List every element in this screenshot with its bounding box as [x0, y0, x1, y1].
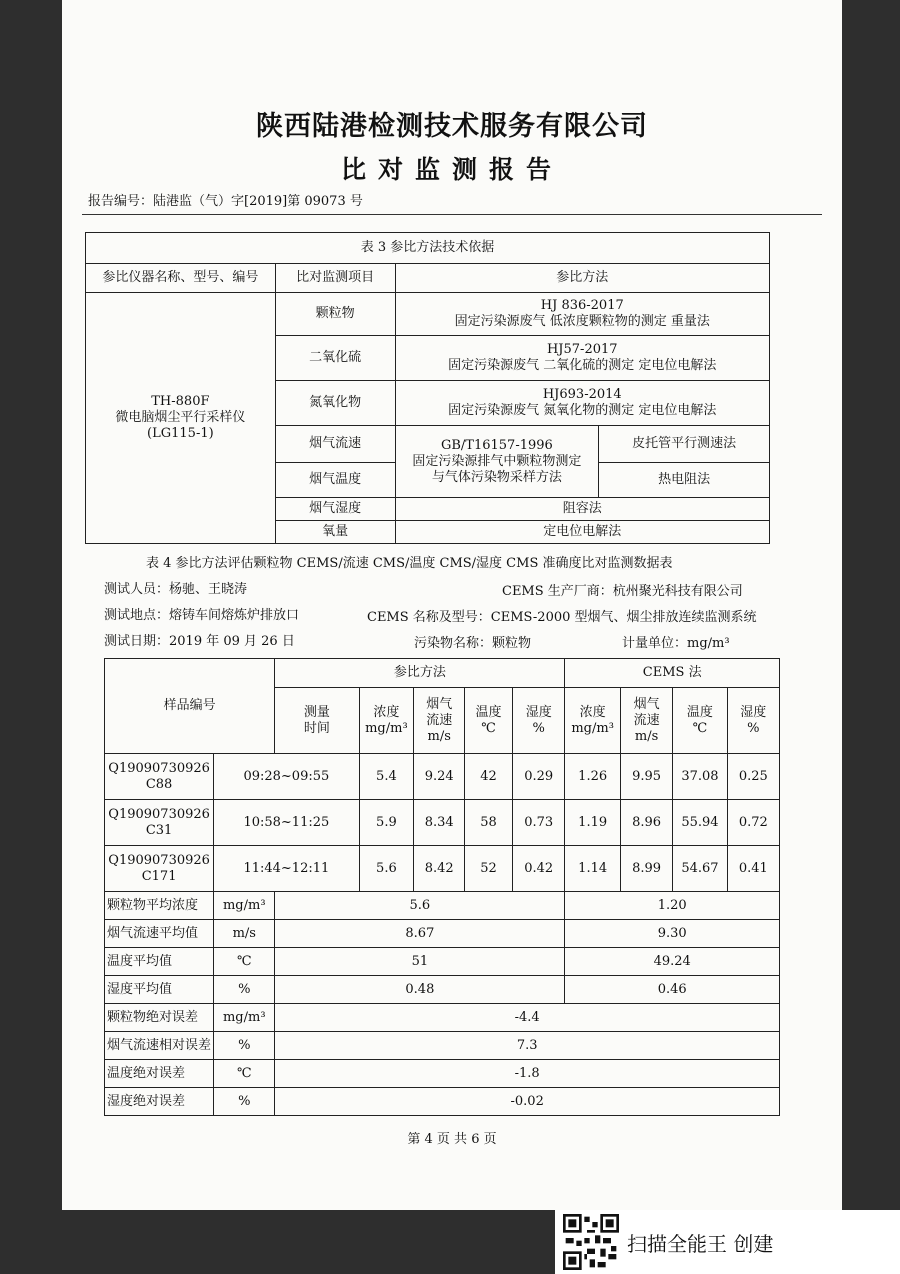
avg-label: 烟气流速平均值 [105, 920, 214, 948]
table-row [105, 800, 780, 846]
cems-hum: 0.41 [727, 846, 779, 892]
scanner-watermark [555, 1210, 900, 1274]
page-number: 第 4 页 共 6 页 [407, 1132, 497, 1147]
cems-flow: 9.95 [620, 754, 672, 800]
ref-hum: 0.42 [513, 846, 565, 892]
avg-ref: 8.67 [275, 920, 565, 948]
test-location: 测试地点：熔铸车间熔炼炉排放口 [104, 608, 300, 623]
ref-flow: 9.24 [414, 754, 465, 800]
group-reference: 参比方法 [275, 659, 565, 688]
col-cems-flow: 烟气 流速 m/s [620, 688, 672, 754]
header-instrument: 参比仪器名称、型号、编号 [86, 264, 276, 293]
error-label: 湿度绝对误差 [105, 1088, 214, 1116]
error-label: 颗粒物绝对误差 [105, 1004, 214, 1032]
avg-cems: 1.20 [565, 892, 780, 920]
average-row [105, 920, 780, 948]
test-date: 测试日期：2019 年 09 月 26 日 [104, 634, 295, 649]
cems-temp: 37.08 [673, 754, 727, 800]
company-name: 陕西陆港检测技术服务有限公司 [256, 111, 648, 142]
col-cems-conc: 浓度 mg/m³ [565, 688, 621, 754]
sample-id: Q19090730926 C171 [105, 846, 214, 892]
cems-flow: 8.99 [620, 846, 672, 892]
average-row [105, 976, 780, 1004]
comparison-data-table [104, 658, 780, 1116]
error-value: 7.3 [275, 1032, 780, 1060]
sample-time: 10:58~11:25 [214, 800, 359, 846]
method-so2: HJ57-2017 固定污染源废气 二氧化硫的测定 定电位电解法 [395, 336, 769, 381]
reference-method-table [85, 232, 770, 544]
col-ref-temp: 温度 ℃ [465, 688, 513, 754]
cems-model: CEMS 名称及型号：CEMS-2000 型烟气、烟尘排放连续监测系统 [367, 610, 757, 625]
header-method: 参比方法 [395, 264, 769, 293]
col-sample-id: 样品编号 [105, 659, 275, 754]
table-row [105, 846, 780, 892]
report-number: 报告编号：陆港监（气）字[2019]第 09073 号 [88, 194, 363, 209]
ref-conc: 5.6 [359, 846, 414, 892]
error-value: -1.8 [275, 1060, 780, 1088]
error-value: -4.4 [275, 1004, 780, 1032]
manufacturer: CEMS 生产厂商：杭州聚光科技有限公司 [502, 584, 743, 599]
item-nox: 氮氧化物 [275, 381, 395, 426]
cems-temp: 55.94 [673, 800, 727, 846]
error-label: 烟气流速相对误差 [105, 1032, 214, 1060]
cems-temp: 54.67 [673, 846, 727, 892]
method-oxygen: 定电位电解法 [395, 521, 769, 544]
report-page [62, 0, 842, 1210]
item-flow: 烟气流速 [275, 426, 395, 463]
ref-hum: 0.29 [513, 754, 565, 800]
scanner-text: 扫描全能王 创建 [627, 1232, 774, 1256]
sample-time: 11:44~12:11 [214, 846, 359, 892]
sample-time: 09:28~09:55 [214, 754, 359, 800]
method-particulate: HJ 836-2017 固定污染源废气 低浓度颗粒物的测定 重量法 [395, 293, 769, 336]
col-ref-hum: 湿度 % [513, 688, 565, 754]
error-row [105, 1060, 780, 1088]
header-divider [82, 214, 822, 215]
tester: 测试人员：杨驰、王晓涛 [104, 582, 248, 597]
group-cems: CEMS 法 [565, 659, 780, 688]
cems-hum: 0.72 [727, 800, 779, 846]
error-label: 温度绝对误差 [105, 1060, 214, 1088]
ref-temp: 52 [465, 846, 513, 892]
item-so2: 二氧化硫 [275, 336, 395, 381]
error-value: -0.02 [275, 1088, 780, 1116]
pollutant-name: 污染物名称：颗粒物 [414, 636, 532, 651]
error-unit: % [214, 1032, 275, 1060]
header-item: 比对监测项目 [275, 264, 395, 293]
method-temp: 热电阻法 [599, 463, 770, 498]
item-humidity: 烟气湿度 [275, 498, 395, 521]
table-row [105, 754, 780, 800]
average-row [105, 948, 780, 976]
col-cems-hum: 湿度 % [727, 688, 779, 754]
error-row [105, 1032, 780, 1060]
measurement-unit: 计量单位：mg/m³ [622, 636, 730, 651]
avg-unit: ℃ [214, 948, 275, 976]
ref-conc: 5.9 [359, 800, 414, 846]
cems-conc: 1.19 [565, 800, 621, 846]
avg-ref: 0.48 [275, 976, 565, 1004]
error-unit: % [214, 1088, 275, 1116]
ref-hum: 0.73 [513, 800, 565, 846]
item-temp: 烟气温度 [275, 463, 395, 498]
avg-label: 颗粒物平均浓度 [105, 892, 214, 920]
sample-id: Q19090730926 C31 [105, 800, 214, 846]
cems-conc: 1.26 [565, 754, 621, 800]
avg-label: 湿度平均值 [105, 976, 214, 1004]
col-ref-conc: 浓度 mg/m³ [359, 688, 414, 754]
error-unit: mg/m³ [214, 1004, 275, 1032]
method-gb16157: GB/T16157-1996 固定污染源排气中颗粒物测定 与气体污染物采样方法 [395, 426, 599, 498]
average-row [105, 892, 780, 920]
avg-ref: 51 [275, 948, 565, 976]
item-oxygen: 氧量 [275, 521, 395, 544]
method-flow: 皮托管平行测速法 [599, 426, 770, 463]
table3-caption: 表 3 参比方法技术依据 [86, 233, 770, 264]
avg-cems: 49.24 [565, 948, 780, 976]
ref-temp: 58 [465, 800, 513, 846]
qr-code-icon [563, 1214, 619, 1270]
avg-ref: 5.6 [275, 892, 565, 920]
method-nox: HJ693-2014 固定污染源废气 氮氧化物的测定 定电位电解法 [395, 381, 769, 426]
avg-unit: % [214, 976, 275, 1004]
col-ref-time: 测量 时间 [275, 688, 359, 754]
instrument-cell: TH-880F 微电脑烟尘平行采样仪 (LG115-1) [86, 293, 276, 544]
avg-unit: m/s [214, 920, 275, 948]
sample-id: Q19090730926 C88 [105, 754, 214, 800]
item-particulate: 颗粒物 [275, 293, 395, 336]
avg-cems: 9.30 [565, 920, 780, 948]
ref-conc: 5.4 [359, 754, 414, 800]
cems-flow: 8.96 [620, 800, 672, 846]
table4-caption: 表 4 参比方法评估颗粒物 CEMS/流速 CMS/温度 CMS/湿度 CMS 准确度比对监测数据表 [146, 556, 673, 571]
col-cems-temp: 温度 ℃ [673, 688, 727, 754]
col-ref-flow: 烟气 流速 m/s [414, 688, 465, 754]
cems-hum: 0.25 [727, 754, 779, 800]
avg-cems: 0.46 [565, 976, 780, 1004]
ref-temp: 42 [465, 754, 513, 800]
method-humidity: 阻容法 [395, 498, 769, 521]
error-unit: ℃ [214, 1060, 275, 1088]
avg-unit: mg/m³ [214, 892, 275, 920]
avg-label: 温度平均值 [105, 948, 214, 976]
cems-conc: 1.14 [565, 846, 621, 892]
error-row [105, 1004, 780, 1032]
ref-flow: 8.34 [414, 800, 465, 846]
ref-flow: 8.42 [414, 846, 465, 892]
report-title: 比对监测报告 [340, 155, 563, 184]
error-row [105, 1088, 780, 1116]
